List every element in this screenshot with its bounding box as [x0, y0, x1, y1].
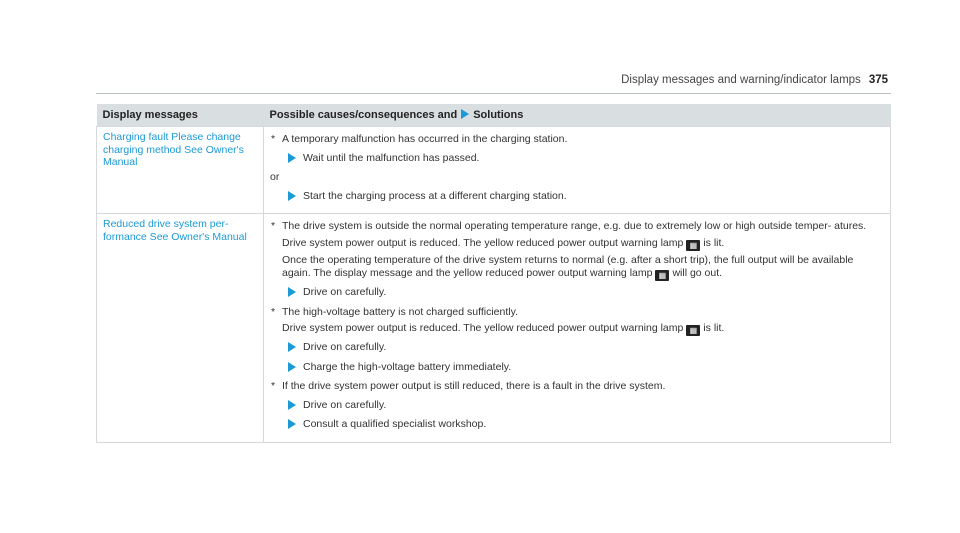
cause-item: * The drive system is outside the normal operating temperature range, e.g. due to extremely low or high outside temper- atures. — [271, 220, 867, 232]
page-header-title: Display messages and warning/indicator lamps — [621, 74, 861, 86]
display-messages-table — [96, 104, 891, 443]
solution-cell — [264, 127, 891, 214]
play-arrow-icon — [288, 419, 296, 429]
solution-step — [270, 341, 884, 355]
cause-text: If the drive system power output is still reduced, there is a fault in the drive system. — [282, 380, 666, 392]
table-row — [97, 214, 891, 443]
solution-step — [270, 152, 884, 166]
solution-step — [270, 399, 884, 413]
step-text: Drive on carefully. — [303, 398, 387, 411]
cause-detail: Drive system power output is reduced. The yellow reduced power output warning lamp ▦ is lit. — [282, 322, 725, 335]
play-arrow-icon — [288, 191, 296, 201]
column-header-causes-label: Possible causes/consequences and — [269, 109, 458, 121]
header-divider — [96, 93, 891, 94]
cause-text: A temporary malfunction has occurred in the charging station. — [282, 133, 568, 145]
step-text: Consult a qualified specialist workshop. — [303, 418, 487, 430]
solution-step — [270, 190, 884, 204]
cause-item: * If the drive system power output is still reduced, there is a fault in the drive system. — [271, 380, 666, 392]
or-text: or — [270, 171, 280, 183]
cause-item: * The high-voltage battery is not charged sufficiently. — [271, 305, 518, 318]
solution-cell — [264, 214, 891, 443]
step-text: Drive on carefully. — [303, 286, 387, 298]
cause-text: The drive system is outside the normal operating temperature range, e.g. due to extremely low or high outside temper- atures. — [282, 220, 867, 232]
play-arrow-icon — [288, 153, 296, 163]
display-message-charging-fault: Charging fault Please change charging method See Owner's Manual — [97, 127, 264, 214]
page-header — [621, 74, 888, 86]
play-arrow-icon — [288, 400, 296, 410]
display-message-reduced-drive: Reduced drive system per- formance See Owner's Manual — [97, 214, 264, 443]
column-header-solutions-label: Solutions — [473, 109, 524, 121]
play-arrow-icon — [288, 362, 296, 372]
reduced-power-warning-lamp-icon: ▦ — [686, 240, 700, 251]
cause-text: The high-voltage battery is not charged sufficiently. — [282, 305, 518, 318]
solution-step — [270, 286, 884, 300]
step-text: Wait until the malfunction has passed. — [303, 151, 480, 164]
solution-step — [270, 361, 884, 375]
solution-step — [270, 418, 884, 432]
step-text: Drive on carefully. — [303, 341, 387, 353]
reduced-power-warning-lamp-icon: ▦ — [686, 325, 700, 336]
table-header-row — [97, 104, 891, 127]
column-header-causes — [264, 104, 891, 127]
cause-item: * A temporary malfunction has occurred in the charging station. — [271, 133, 568, 145]
cause-detail: Drive system power output is reduced. The yellow reduced power output warning lamp ▦ is lit. — [282, 236, 725, 250]
play-arrow-icon — [288, 342, 296, 352]
column-header-messages: Display messages — [97, 104, 264, 127]
play-arrow-icon — [461, 109, 469, 119]
cause-detail: Once the operating temperature of the drive system returns to normal (e.g. after a short trip), the full output will be available again. The display message and the yellow reduced power output warning lamp ▦ will go out. — [282, 253, 854, 280]
play-arrow-icon — [288, 287, 296, 297]
step-text: Charge the high-voltage battery immediately. — [303, 360, 512, 373]
page-number: 375 — [868, 74, 888, 86]
step-text: Start the charging process at a different charging station. — [303, 189, 567, 202]
table-row — [97, 127, 891, 214]
reduced-power-warning-lamp-icon: ▦ — [655, 270, 669, 281]
